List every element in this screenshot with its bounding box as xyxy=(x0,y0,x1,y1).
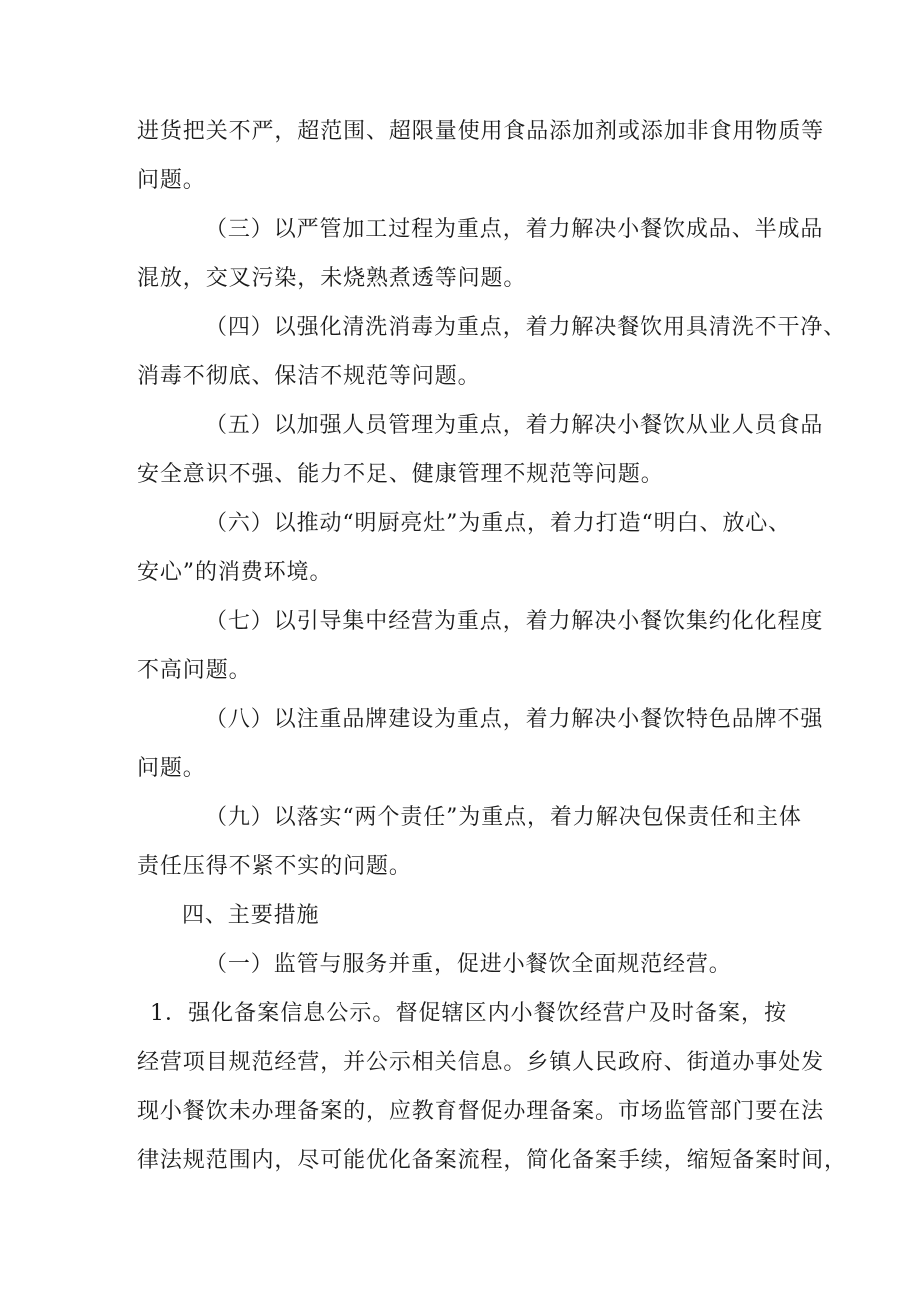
text-line: 问题。 xyxy=(137,168,206,193)
text-line: 不高问题。 xyxy=(137,658,252,683)
subsection-heading: （一）监管与服务并重，促进小餐饮全面规范经营。 xyxy=(205,952,732,977)
text-line: 进货把关不严，超范围、超限量使用食品添加剂或添加非食用物质等 xyxy=(137,119,825,144)
text-line: 问题。 xyxy=(137,756,206,781)
text-line: 现小餐饮未办理备案的，应教育督促办理备案。市场监管部门要在法 xyxy=(137,1099,825,1124)
text-line: 安心”的消费环境。 xyxy=(137,560,333,585)
text-line: （六）以推动“明厨亮灶”为重点，着力打造“明白、放心、 xyxy=(205,511,792,536)
section-heading: 四、主要措施 xyxy=(182,903,320,928)
text-line: （三）以严管加工过程为重点，着力解决小餐饮成品、半成品 xyxy=(205,217,824,242)
text-line: 混放，交叉污染，未烧熟煮透等问题。 xyxy=(137,266,527,291)
text-line: （七）以引导集中经营为重点，着力解决小餐饮集约化化程度 xyxy=(205,609,824,634)
text-line: （九）以落实“两个责任”为重点，着力解决包保责任和主体 xyxy=(205,805,802,830)
text-line: 安全意识不强、能力不足、健康管理不规范等问题。 xyxy=(137,462,664,487)
text-line: （四）以强化清洗消毒为重点，着力解决餐饮用具清洗不干净、 xyxy=(205,315,847,340)
text-line: （五）以加强人员管理为重点，着力解决小餐饮从业人员食品 xyxy=(205,413,824,438)
text-line: 消毒不彻底、保洁不规范等问题。 xyxy=(137,364,481,389)
text-line: （八）以注重品牌建设为重点，着力解决小餐饮特色品牌不强 xyxy=(205,707,824,732)
text-line: 经营项目规范经营，并公示相关信息。乡镇人民政府、街道办事处发 xyxy=(137,1050,825,1075)
text-line: 责任压得不紧不实的问题。 xyxy=(137,854,412,879)
text-line: 1．强化备案信息公示。督促辖区内小餐饮经营户及时备案，按 xyxy=(150,1001,787,1026)
text-line: 律法规范围内，尽可能优化备案流程，简化备案手续，缩短备案时间， xyxy=(137,1148,847,1173)
